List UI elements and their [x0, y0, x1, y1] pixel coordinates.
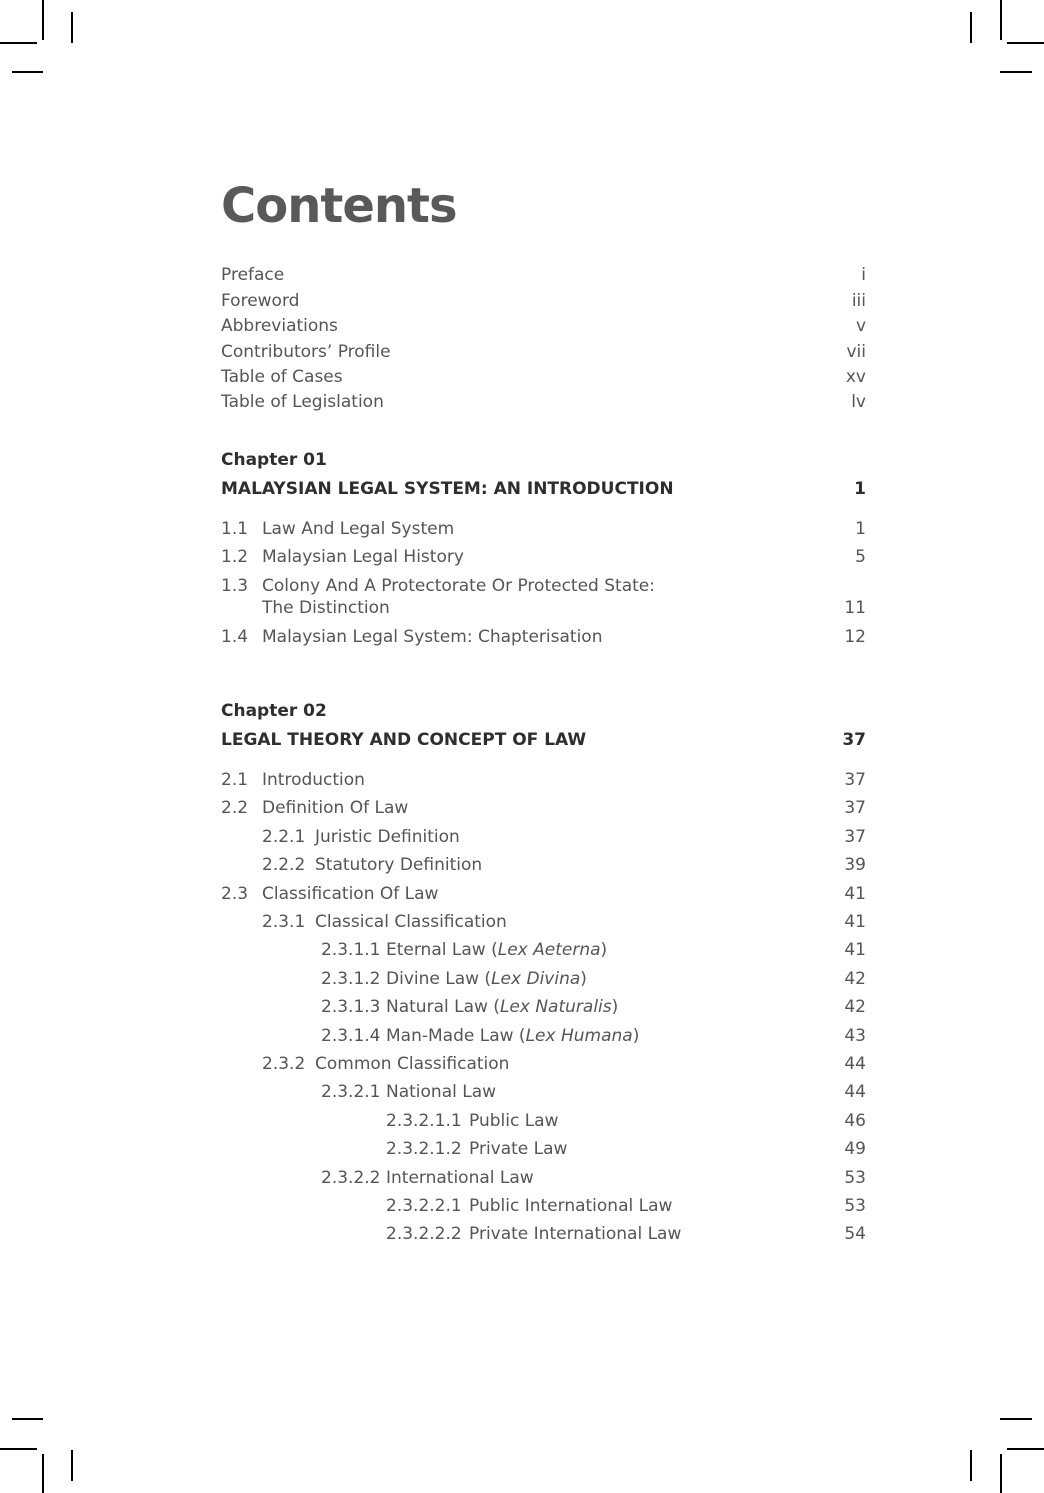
entry-number: 2.3.1.4 [321, 1026, 381, 1046]
toc-entry[interactable] [221, 518, 866, 540]
entry-label: Classification Of Law [262, 884, 439, 904]
chapter-page: 1 [854, 479, 866, 499]
entry-page: 37 [844, 798, 866, 818]
crop-mark [1007, 42, 1044, 44]
toc-entry[interactable] [221, 1195, 866, 1217]
entry-page: xv [845, 367, 866, 387]
entry-label: Common Classification [315, 1054, 510, 1074]
toc-entry[interactable] [221, 1025, 866, 1047]
chapter-title: MALAYSIAN LEGAL SYSTEM: AN INTRODUCTION [221, 479, 674, 499]
entry-label: Abbreviations [221, 316, 338, 336]
entry-label: Man-Made Law (Lex Humana) [386, 1026, 640, 1046]
crop-mark [0, 1448, 37, 1450]
entry-number: 1.4 [221, 627, 249, 647]
entry-label: Table of Cases [221, 367, 343, 387]
crop-mark [970, 1450, 972, 1481]
toc-entry[interactable] [221, 1138, 866, 1160]
toc-entry[interactable] [221, 315, 866, 337]
entry-page: 42 [844, 997, 866, 1017]
entry-page: 53 [844, 1196, 866, 1216]
entry-number: 2.3.1.2 [321, 969, 381, 989]
page-title: Contents [221, 178, 457, 234]
entry-label: Preface [221, 265, 285, 285]
entry-page: 41 [844, 912, 866, 932]
crop-mark [12, 1418, 43, 1420]
entry-number: 2.3.2.1.1 [386, 1111, 462, 1131]
crop-mark [1000, 1454, 1002, 1493]
entry-label: Law And Legal System [262, 519, 455, 539]
toc-entry[interactable] [221, 546, 866, 568]
entry-number: 2.3.2.1 [321, 1082, 381, 1102]
toc-entry[interactable] [221, 341, 866, 363]
entry-number: 2.2 [221, 798, 249, 818]
entry-page: 11 [844, 598, 866, 618]
toc-entry[interactable] [221, 1223, 866, 1245]
entry-label-continued: The Distinction [262, 598, 390, 618]
entry-page: 37 [844, 827, 866, 847]
entry-label: Statutory Definition [315, 855, 483, 875]
entry-label: Eternal Law (Lex Aeterna) [386, 940, 608, 960]
toc-entry[interactable] [221, 939, 866, 961]
entry-number: 2.3.1 [262, 912, 306, 932]
toc-entry[interactable] [221, 290, 866, 312]
toc-entry[interactable] [221, 366, 866, 388]
entry-label: Foreword [221, 291, 300, 311]
toc-entry[interactable] [221, 769, 866, 791]
entry-label: Public Law [469, 1111, 559, 1131]
toc-entry[interactable] [221, 883, 866, 905]
chapter-heading: Chapter 01 [221, 450, 327, 470]
entry-number: 1.2 [221, 547, 249, 567]
entry-label: International Law [386, 1168, 534, 1188]
toc-entry[interactable] [221, 854, 866, 876]
entry-label: Malaysian Legal History [262, 547, 464, 567]
entry-page: v [855, 316, 866, 336]
entry-page: 41 [844, 940, 866, 960]
crop-mark [1007, 1448, 1044, 1450]
entry-label: Juristic Definition [315, 827, 460, 847]
entry-page: 46 [844, 1111, 866, 1131]
entry-page: 49 [844, 1139, 866, 1159]
entry-page: iii [851, 291, 866, 311]
entry-page: 54 [844, 1224, 866, 1244]
chapter-page: 37 [842, 730, 866, 750]
toc-entry[interactable] [221, 968, 866, 990]
entry-label: Colony And A Protectorate Or Protected State: [262, 576, 655, 596]
crop-mark [0, 42, 37, 44]
entry-label: Natural Law (Lex Naturalis) [386, 997, 619, 1017]
toc-entry[interactable] [221, 911, 866, 933]
toc-entry[interactable] [221, 1167, 866, 1189]
chapter-title-row[interactable] [221, 478, 866, 500]
entry-label: Classical Classification [315, 912, 507, 932]
toc-entry[interactable] [221, 626, 866, 648]
entry-number: 2.3 [221, 884, 249, 904]
entry-number: 2.3.2 [262, 1054, 306, 1074]
entry-label: Private Law [469, 1139, 568, 1159]
toc-entry[interactable] [221, 575, 866, 618]
entry-page: 53 [844, 1168, 866, 1188]
toc-entry[interactable] [221, 264, 866, 286]
entry-number: 2.3.2.2.2 [386, 1224, 462, 1244]
entry-page: 1 [855, 519, 866, 539]
entry-label: Malaysian Legal System: Chapterisation [262, 627, 603, 647]
toc-entry[interactable] [221, 1110, 866, 1132]
entry-page: 42 [844, 969, 866, 989]
entry-label: National Law [386, 1082, 497, 1102]
entry-page: 5 [855, 547, 866, 567]
entry-label: Definition Of Law [262, 798, 409, 818]
entry-number: 2.2.1 [262, 827, 306, 847]
entry-page: 44 [844, 1054, 866, 1074]
entry-number: 2.2.2 [262, 855, 306, 875]
crop-mark [12, 71, 43, 73]
entry-number: 2.1 [221, 770, 249, 790]
chapter-title-row[interactable] [221, 729, 866, 751]
toc-entry[interactable] [221, 1081, 866, 1103]
crop-mark [1000, 71, 1032, 73]
crop-mark [1000, 1418, 1032, 1420]
crop-mark [71, 1450, 73, 1481]
crop-mark [1000, 0, 1002, 40]
entry-number: 2.3.2.2.1 [386, 1196, 462, 1216]
toc-entry[interactable] [221, 797, 866, 819]
chapter-title: LEGAL THEORY AND CONCEPT OF LAW [221, 730, 587, 750]
entry-page: lv [851, 392, 866, 412]
crop-mark [71, 12, 73, 43]
entry-number: 1.3 [221, 576, 249, 596]
entry-label: Contributors’ Profile [221, 342, 391, 362]
entry-label: Private International Law [469, 1224, 682, 1244]
entry-label: Divine Law (Lex Divina) [386, 969, 587, 989]
entry-number: 1.1 [221, 519, 249, 539]
entry-label: Introduction [262, 770, 365, 790]
entry-page: 43 [844, 1026, 866, 1046]
toc-entry[interactable] [221, 1053, 866, 1075]
entry-page: vii [846, 342, 866, 362]
entry-label: Public International Law [469, 1196, 673, 1216]
crop-mark [42, 0, 44, 40]
entry-number: 2.3.2.1.2 [386, 1139, 462, 1159]
entry-number: 2.3.1.1 [321, 940, 381, 960]
entry-number: 2.3.1.3 [321, 997, 381, 1017]
crop-mark [42, 1454, 44, 1493]
toc-entry[interactable] [221, 391, 866, 413]
entry-number: 2.3.2.2 [321, 1168, 381, 1188]
entry-page: i [861, 265, 866, 285]
entry-page: 44 [844, 1082, 866, 1102]
chapter-heading: Chapter 02 [221, 701, 327, 721]
crop-mark [970, 12, 972, 43]
entry-page: 39 [844, 855, 866, 875]
entry-page: 37 [844, 770, 866, 790]
entry-page: 12 [844, 627, 866, 647]
entry-page: 41 [844, 884, 866, 904]
toc-entry[interactable] [221, 826, 866, 848]
toc-entry[interactable] [221, 996, 866, 1018]
entry-label: Table of Legislation [221, 392, 384, 412]
